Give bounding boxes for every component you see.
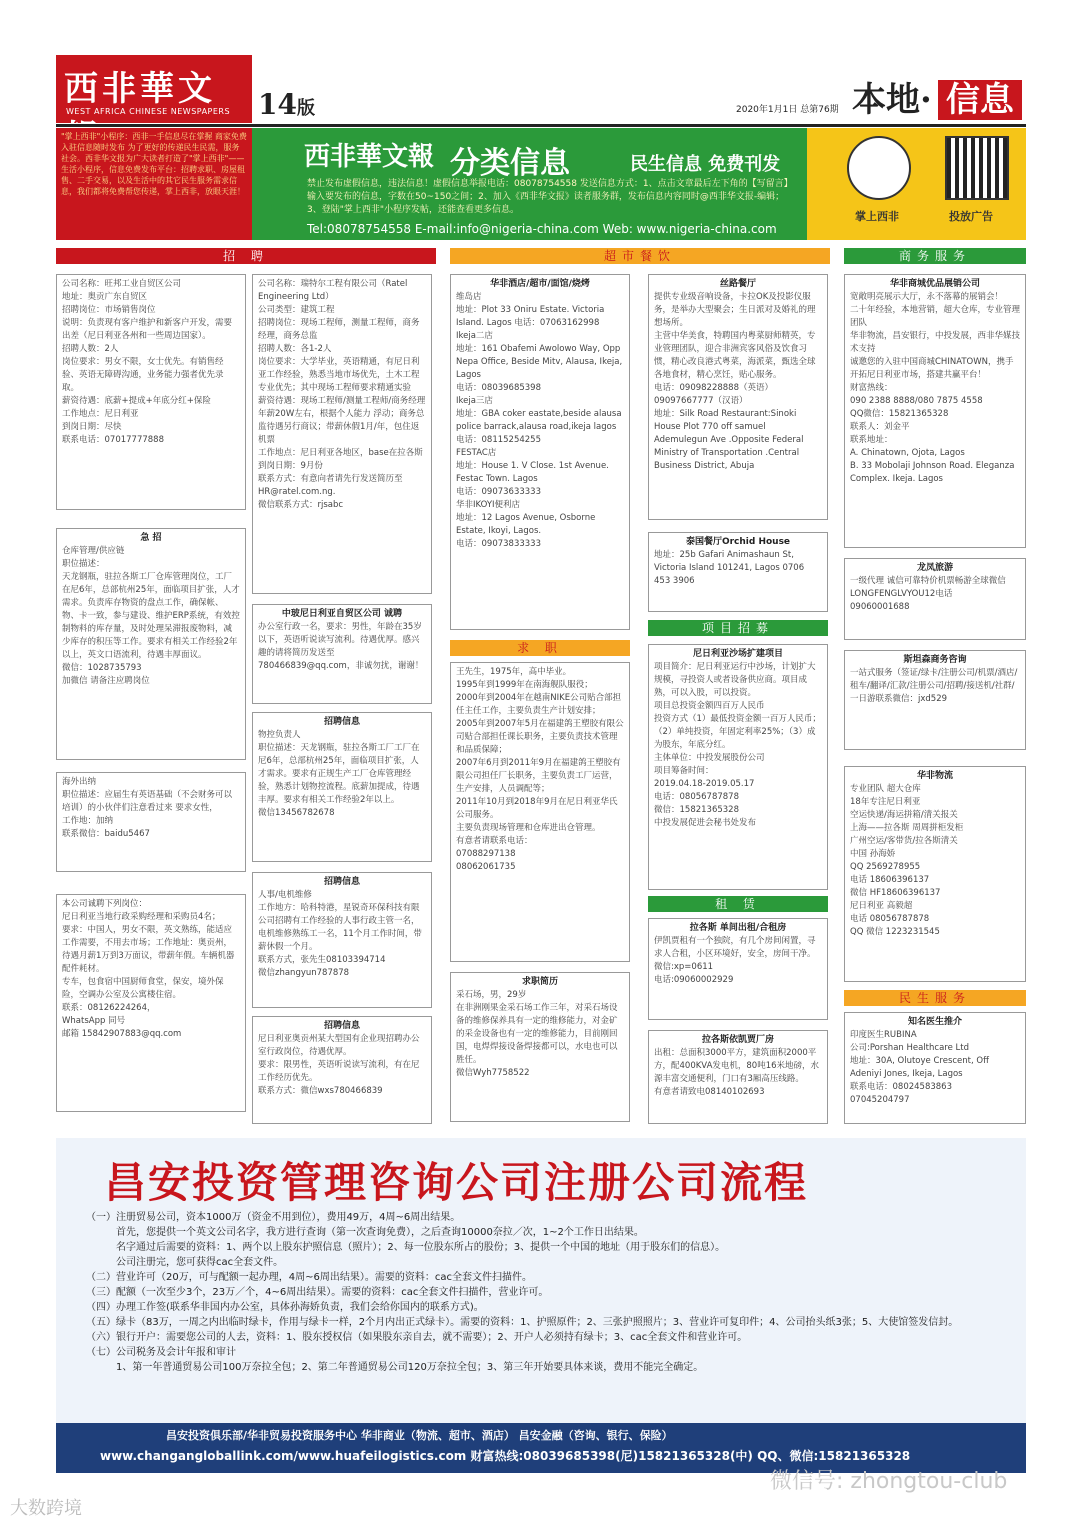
ad-line: （三）配额（一次至少3个，23万／个，4~6周出结果）。需要的资料：cac全套文件扫描件，营业许可。 xyxy=(86,1287,549,1298)
rental-room-title: 拉各斯 单间出租/合租房 xyxy=(689,923,787,933)
qr-label-2: 投放广告 xyxy=(949,210,993,223)
job-ad-soe xyxy=(252,1016,432,1124)
ad-line: 公司注册完，您可获得cac全套文件。 xyxy=(116,1257,284,1268)
mini-program-qr-icon xyxy=(847,136,911,200)
ad-footer-line2: www.changangloballink.com/www.huafeilogistics.com 财富热线:08039685398(尼)15821365328(中) QQ、微信:15821365328 xyxy=(100,1449,911,1463)
job-ad-cashier: 海外出纳 职位描述：应届生有英语基础（不会财务可以培训）的小伙伴们注意看过来 要求女性， 工作地：加纳 联系微信：baidu5467 xyxy=(56,772,246,872)
doctor-title: 知名医生推介 xyxy=(907,1017,962,1027)
huafei-mall-title: 华非商城优品展销公司 xyxy=(889,279,980,289)
banner-title: 分类信息 xyxy=(450,146,570,181)
wechat-watermark: 微信号: zhongtou-club xyxy=(770,1469,1008,1494)
silk-road-body: 提供专业级音响设备，卡拉OK及投影仪服务，是举办大型聚会；生日派对及婚礼的理想场所。 主营中华美食，特聘国内粤菜厨师精英，专业管理团队，迎合非洲宾客风俗及饮食习惯，精心改良港式粤菜，海派菜，甄选全球各地食材，精心烹饪，贴心服务。 电话：09098228888（英语）09097667777（汉语） 地址：Silk Road Restaurant:Sinoki House Plot 770 off samuel Ademulegun Ave .Opposite Federal Ministry of Transportation .Central Business District, Abuja xyxy=(654,292,816,471)
page-number xyxy=(258,88,315,121)
job-ad-glass-body: 办公室行政一名，要求：男性，年龄在35岁以下，英语听说读写流利。待遇优厚。感兴趣的请将简历发送至780466839@qq.com，非诚勿扰，谢谢！ xyxy=(258,622,424,671)
job-ad-hr-body: 人事/电机维修 工作地方：哈科特港，星锐奇环保科技有限公司招聘有工作经验的人事行政主管一名，电机维修熟练工一名，11个月工作时间，带薪休假一个月。 联系方式，张先生08103394714 微信zhangyun787878 xyxy=(258,890,422,978)
resume-quarry-body: 采石场，男，29岁 在非洲刚果金采石场工作三年，对采石场设备的维修保养具有一定的维修能力，对金矿的采金设备也有一定的维修能力，目前刚回国，电焊焊接设备焊接都可以，水电也可以胜任。 微信Wyh7758522 xyxy=(456,990,618,1078)
rental-factory xyxy=(648,1030,828,1124)
rental-room-body: 伊凯贾租有一个独院，有几个房间闲置，寻求人合租，小区环境好，安全，房间干净。 微信:xp=0611 电话:09060002929 xyxy=(654,936,816,985)
job-ad-hr-title: 招聘信息 xyxy=(323,877,360,887)
sand-project-body: 项目简介：尼日利亚运行中沙场，计划扩大规模，寻投资人或者设备供应商。项目成熟，可以入股，可以投资。 项目总投资金额四百万人民币 投资方式（1）最低投资金额一百万人民币；（2）单纯投资，年固定利率25%；（3）成为股东，年底分红。 主体单位：中投发展股份公司 项目筹备时间： 2019.04.18-2019.05.17 电话：08056787878 微信：15821365328 中投发展促进会秘书处发布 xyxy=(654,662,821,828)
company-registration-ad xyxy=(56,1138,1026,1473)
rental-factory-body: 出租：总面积3000平方，建筑面积2000平方，配400KVA发电机，80吨16米地磅，水源丰富交通便利，门口有3厢高压线路。 有意者请致电08140102693 xyxy=(654,1048,820,1097)
orchid-house-title: 泰国餐厅Orchid House xyxy=(685,537,791,547)
resume-wang: 王先生，1975年，高中毕业。 1995年到1999年在南海舰队服役； 2000年到2004年在越南NIKE公司贴合部担任主任工作，主要负责生产计划安排； 2005年到2007年5月在福建鸽王塑胶有限公司贴合部担任课长职务，主要负责技术管理和品质保障； 2007年6月到2011年9月在福建鸽王塑胶有限公司担任厂长职务，主要负责工厂运营，生产安排，人员调配等； 2011年10月到2018年9月在尼日利亚华氏公司服务。 主要负责现场管理和仓库进出仓管理。 有意者请联系电话： 07088297138 08062061735 xyxy=(450,662,630,962)
ad-line: （四）办理工作签(联系华非国内办公室，具体孙海娇负责，我们会给你国内的联系方式)。 xyxy=(86,1302,484,1313)
job-ad-procurement: 本公司诚聘下列岗位： 尼日利亚当地行政采购经理和采购员4名； 要求：中国人，男女不限，英文熟练，能适应工作需要，不用去市场；工作地址：奥贡州，待遇月薪1万到3万面议，带薪年假。车辆机器配件耗材。 专车，包食宿中国厨师食堂，保安，境外保险，空调办公室及公寓楼住宿。 联系：08126224264， WhatsApp 同号 邮箱 15842907883@qq.com xyxy=(56,894,246,1112)
ad-title: 昌安投资管理咨询公司注册公司流程 xyxy=(104,1158,809,1207)
ad-line: （七）公司税务及会计年报和审计 xyxy=(86,1347,236,1358)
huafei-stores xyxy=(450,274,630,630)
newspaper-logo xyxy=(56,55,252,123)
banner-slogan: 民生信息 免费刊发 xyxy=(630,154,781,175)
longfeng-travel-title: 龙凤旅游 xyxy=(916,563,953,573)
sand-project-title: 尼日利亚沙场扩建项目 xyxy=(692,649,783,659)
sand-project xyxy=(648,644,828,890)
huafei-mall-body: 宽敞明亮展示大厅，永不落幕的展销会！ 二十年经验，本地营销，超大仓库，专业管理团队 华非物流，昌安银行，中投发展，西非华媒技术支持 诚邀您的入驻中国商城CHINATOWN，携手开拓尼日利亚市场，搭建共赢平台！ 财富热线： 090 2388 8888/080 7875 4558 QQ微信：15821365328 联系人：刘金平 联系地址： A. Chinatown, Ojota, Lagos B. 33 Mobolaji Johnson Road. Eleganza Complex. Ikeja. Lagos xyxy=(850,292,1021,484)
ad-line: 首先，您提供一个英文公司名字，我方进行查询（第一次查询免费），之后查询10000奈拉／次，1~2个工作日出结果。 xyxy=(116,1227,644,1238)
resume-quarry-title: 求职简历 xyxy=(521,977,558,987)
job-ad-urgent-body: 仓库管理/供应链 职位描述： 天龙钢瓶，驻拉各斯工厂仓库管理岗位，工厂在尼6年，总部杭州25年，面临项目扩张，人才需求。负责库存物资的盘点工作，确保帐、物、卡一致，参与建设、维护ERP系统，有效控制物料的库存量，及时处理呆滞报废物料，减少库存的积压等工作。要求有相关工作经验2年以上，英文口语流利，待遇丰厚面议。 微信：1028735793 加微信 请备注应聘岗位 xyxy=(62,546,240,686)
longfeng-travel xyxy=(844,558,1026,640)
ad-body xyxy=(86,1210,1006,1375)
doctor-body: 印度医生RUBINA 公司:Porshan Healthcare Ltd 地址：30A, Olutoye Crescent, Off Adeniyi Jones, Ikeja, Lagos 联系电话：08024583863 07045204797 xyxy=(850,1030,989,1105)
longfeng-travel-body: 一级代理 诚信可靠特价机票畅游全球微信 LONGFENGLVYOU12电话 09060001688 xyxy=(850,576,1006,612)
banner-brand: 西非華文報 xyxy=(304,142,435,172)
column-recruit-1 xyxy=(56,248,269,264)
mini-program-promo xyxy=(56,128,252,240)
promo-text: "掌上西非"小程序：西非一手信息尽在掌握 商家免费入驻信息随时发布 为了更好的传递民生民需，服务社会。西非华文报为广大读者打造了"掌上西非"——生活小程序，信息免费发布平台：招聘求职、房屋租售、二手交易，以及生活中的其它民生服务需求信息，我们都将免费帮您传递，掌上西非，放眼天涯！ xyxy=(61,132,247,196)
huafei-mall xyxy=(844,274,1026,548)
job-ad-urgent-title: 急 招 xyxy=(140,533,162,543)
job-ad-ratel: 公司名称：瑞特尔工程有限公司（Ratel Engineering Ltd） 公司类型：建筑工程 招聘岗位：现场工程师，测量工程师，商务经理，商务总监 招聘人数：各1-2人 岗位要求：大学毕业，英语精通，有尼日利亚工作经验，熟悉当地市场优先，土木工程专业优先；其中现场工程师要求精通实验 薪资待遇：现场工程师/测量工程师/商务经理年薪20W左右，根据个人能力 浮动；商务总监待遇另行商议；带薪休假1月/年，包住返机票 工作地点：尼日利亚各地区，base在拉各斯 到岗日期：9月份 联系方式：有意向者请先行发送简历至HR@ratel.com.ng. 微信联系方式：rjsabc xyxy=(252,274,432,594)
huafei-stores-body: 维岛店 地址：Plot 33 Oniru Estate. Victoria Island. Lagos 电话：07063162998 Ikeja二店 地址：161 Obafemi Awolowo Way, Opp Nepa Office, Beside Mitv, Alausa, Ikeja, Lagos 电话：08039685398 Ikeja三店 地址：GBA coker eastate,beside alausa police barrack,alausa road,ikeja lagos 电话：08115254255 FESTAC店 地址：House 1. V Close. 1st Avenue. Festac Town. Lagos 电话：09073633333 华非IKOYI便利店 地址：12 Lagos Avenue, Osborne Estate, Ikoyi, Lagos. 电话：09073833333 xyxy=(456,292,623,549)
header-supermarket: 超市餐饮 xyxy=(450,248,830,264)
job-ad-glass xyxy=(252,604,432,704)
section-title-b: 信息 xyxy=(938,80,1022,120)
ad-line: （五）绿卡（83万，一周之内出临时绿卡，作用与绿卡一样，2个月内出正式绿卡）。需要的资料：1、护照原件；2、三张护照照片；3、营业许可复印件；4、公司抬头纸3张；5、大使馆签发信封。 xyxy=(86,1317,959,1328)
job-ad-soe-title: 招聘信息 xyxy=(323,1021,360,1031)
resume-quarry xyxy=(450,972,630,1122)
silk-road-restaurant xyxy=(648,274,828,520)
banner-rules: 禁止发布虚假信息，违法信息！虚假信息举报电话：08078754558 发送信息方式：1、点击文章最后左下角的【写留言】输入要发布的信息，字数在50~150之间；2、加入《西非华文报》读者服务群，发布信息内容同时@西非华文报-编辑；3、登陆"掌上西非"小程序发帖，还能查看更多信息。 xyxy=(307,179,793,215)
stanson-body: 一站式服务（签证/绿卡/注册公司/机票/酒店/租车/翻译/汇款/注册公司/招聘/接送机/社群/一日游联系微信：jxd529 xyxy=(850,668,1018,704)
header-job-seeking: 求 职 xyxy=(450,640,630,656)
stanson-consulting xyxy=(844,650,1026,750)
job-ad-wangbang: 公司名称：旺邦工业自贸区公司 地址：奥贡广东自贸区 招聘岗位：市场销售岗位 说明：负责现有客户维护和新客户开发，需要出差（尼日利亚各州和一些周边国家）。 招聘人数：2人 岗位要求：男女不限，女士优先。有销售经验、英语无障碍沟通，业务能力强者优先录取。 薪资待遇：底薪+提成+年底分红+保险 工作地点：尼日利亚 到岗日期：尽快 联系电话：07017777888 xyxy=(56,274,246,510)
section-title: 本地· 信息 xyxy=(852,72,1022,121)
page-number-value: 14 xyxy=(258,88,297,121)
ad-line: 名字通过后需要的资料：1、两个以上股东护照信息（照片）；2、每一位股东所占的股份；3、提供一个中国的地址（用于股东们的信息）。 xyxy=(116,1242,726,1253)
job-ad-soe-body: 尼日利亚奥贡州某大型国有企业现招聘办公室行政岗位，待遇优厚。 要求：限男性，英语听说读写流利，有在尼工作经历优先。 联系方式：微信wxs780466839 xyxy=(258,1034,420,1096)
header-projects: 项目招募 xyxy=(648,620,828,636)
job-ad-hr xyxy=(252,872,432,1008)
logo-english: WEST AFRICA CHINESE NEWSPAPERS xyxy=(66,107,231,116)
ad-line: （二）营业许可（20万，可与配额一起办理，4周~6周出结果）。需要的资料：cac全套文件扫描件。 xyxy=(86,1272,532,1283)
page-suffix: 版 xyxy=(296,98,315,119)
doctor-recommend xyxy=(844,1012,1026,1124)
rental-room xyxy=(648,918,828,1020)
job-ad-materials-title: 招聘信息 xyxy=(323,717,360,727)
qr-code-icon xyxy=(945,136,1009,200)
job-ad-materials xyxy=(252,712,432,862)
job-ad-glass-title: 中玻尼日利亚自贸区公司 诚聘 xyxy=(281,609,403,619)
ad-footer-line1: 昌安投资俱乐部/华非贸易投资服务中心 华非商业（物流、超市、酒店） 昌安金融（咨询、银行、保险） xyxy=(166,1429,673,1442)
orchid-house xyxy=(648,532,828,612)
huafei-logistics-title: 华非物流 xyxy=(916,771,953,781)
ad-line: （六）银行开户：需要您公司的人去，资料：1、股东授权信（如果股东亲自去，就不需要）；2、开户人必须持有绿卡；3、cac全套文件和营业许可。 xyxy=(86,1332,748,1343)
job-ad-materials-body: 物控负责人 职位描述：天龙钢瓶，驻拉各斯工厂工厂在尼6年，总部杭州25年，面临项目扩张，人才需求。要求有正规生产工厂仓库管理经验，熟悉计划物控流程。底薪加提成，待遇丰厚。要求有相关工作经验2年以上。 微信13456782678 xyxy=(258,730,420,818)
logo-chinese: 西非華文 xyxy=(64,69,216,109)
banner-contact: Tel:08078754558 E-mail:info@nigeria-china.com Web: www.nigeria-china.com xyxy=(307,222,777,236)
masthead-rule xyxy=(56,124,1026,127)
header-rental: 租 赁 xyxy=(648,896,828,912)
huafei-stores-title: 华非酒店/超市/面馆/烧烤 xyxy=(490,279,590,289)
issue-date: 2020年1月1日 总第76期 xyxy=(736,105,839,115)
header-recruit: 招 聘 xyxy=(56,248,436,264)
qr-panel xyxy=(807,128,1026,240)
header-business: 商务服务 xyxy=(844,248,1026,264)
rental-factory-title: 拉各斯依凯贾厂房 xyxy=(701,1035,774,1045)
qr-label-1: 掌上西非 xyxy=(855,210,899,223)
ad-line: （一）注册贸易公司，资本1000万（资金不用到位），费用49万，4周~6周出结果。 xyxy=(86,1212,461,1223)
huafei-logistics xyxy=(844,766,1026,982)
header-livelihood: 民生服务 xyxy=(844,990,1026,1006)
orchid-house-body: 地址：25b Gafari Animashaun St, Victoria Island 101241, Lagos 0706 453 3906 xyxy=(654,550,805,586)
silk-road-title: 丝路餐厅 xyxy=(719,279,756,289)
huafei-logistics-body: 专业团队 超大仓库 18年专注尼日利亚 空运快递/海运拼箱/清关报关 上海——拉各斯 周周拼柜发柜 广州空运/客带货/拉各斯清关 中国 孙海娇 QQ 2569278955 电话 18606396137 微信 HF18606396137 尼日利亚 高毅超 电话 08056787878 QQ 微信 1223231545 xyxy=(850,784,964,937)
stanson-title: 斯坦森商务咨询 xyxy=(903,655,967,665)
section-title-a: 本地 xyxy=(852,80,920,120)
job-ad-urgent xyxy=(56,528,246,760)
ad-line: 1、第一年普通贸易公司100万奈拉全包；2、第二年普通贸易公司120万奈拉全包；3、第三年开始要具体来谈，费用不能完全确定。 xyxy=(116,1362,704,1373)
source-watermark: 大数跨境 xyxy=(10,1498,82,1519)
classified-banner xyxy=(252,128,807,240)
